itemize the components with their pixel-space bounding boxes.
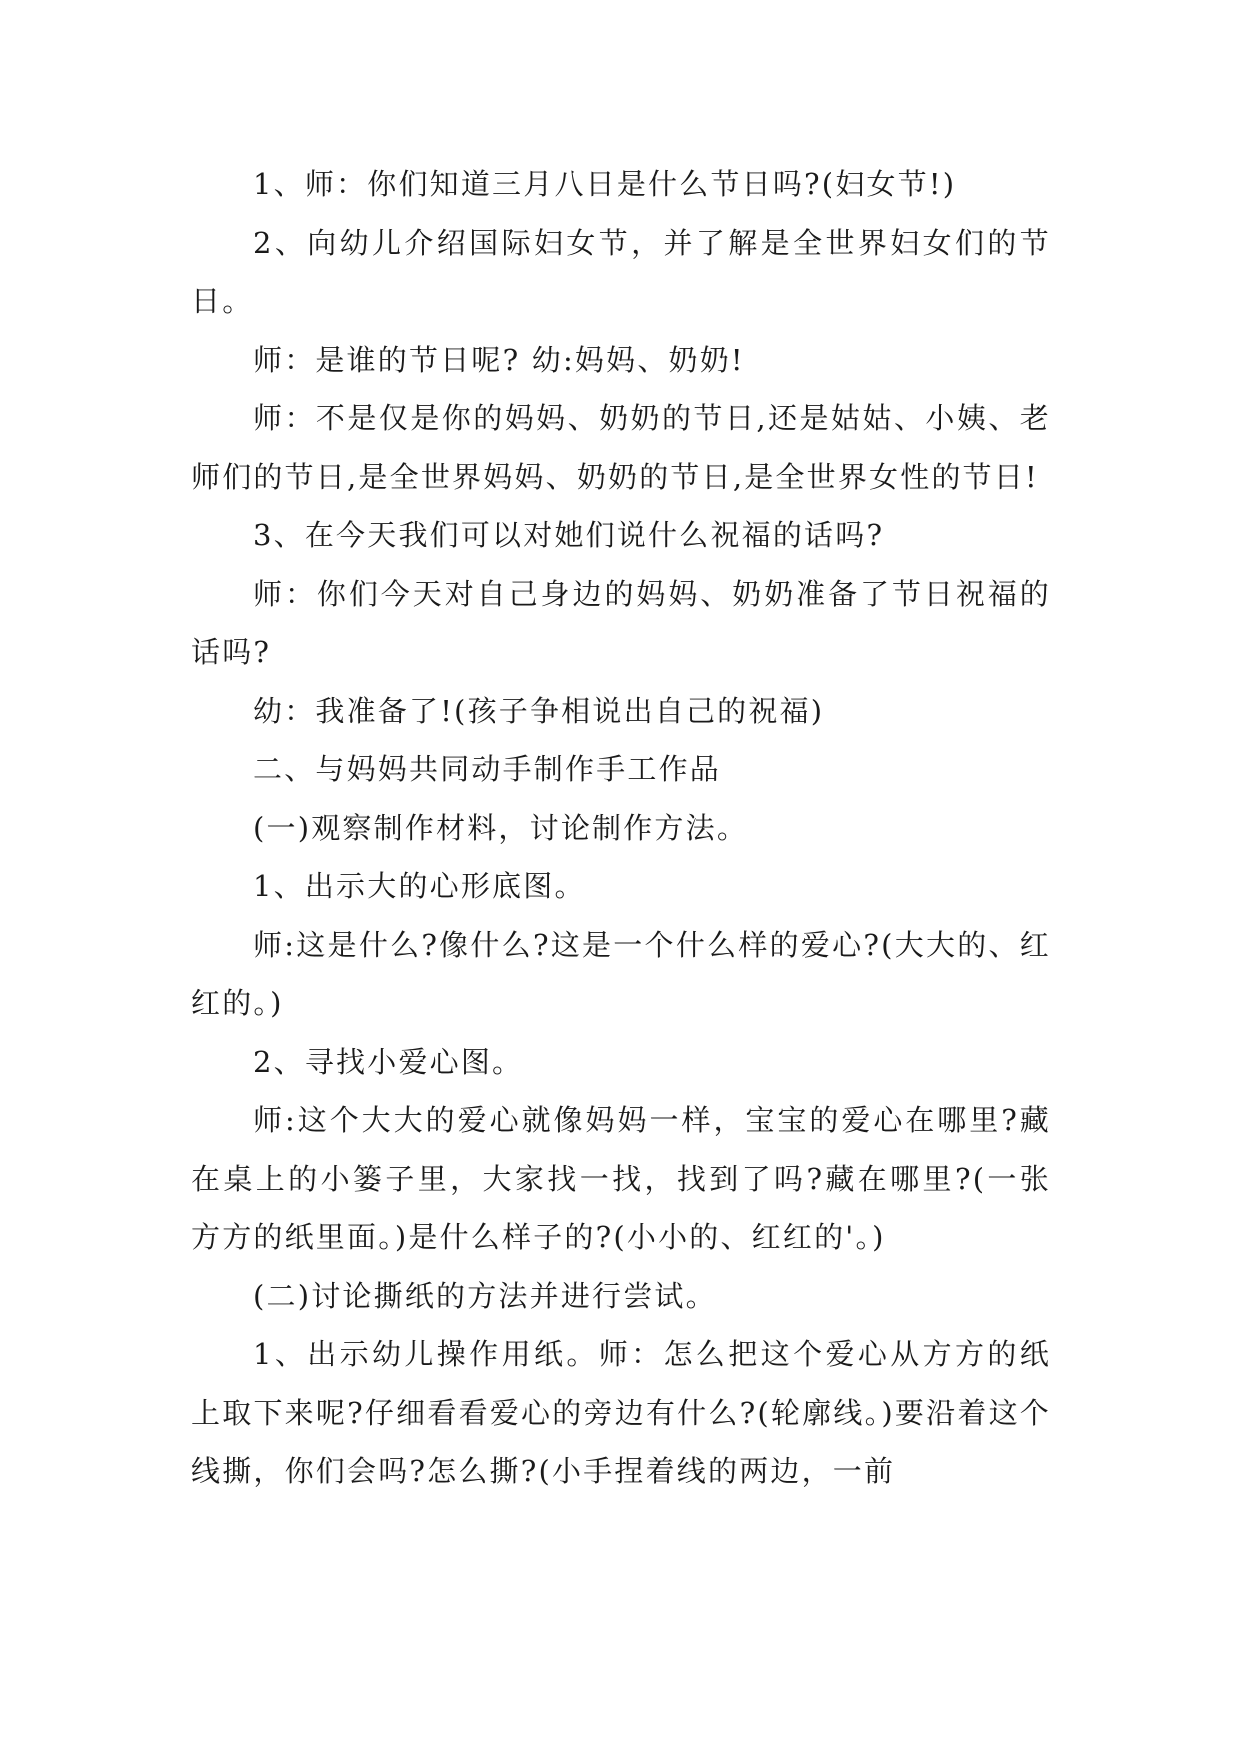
section-heading: 二、与妈妈共同动手制作手工作品 [253, 752, 722, 786]
paragraph-15: 1、出示幼儿操作用纸。师：怎么把这个爱心从方方的纸上取下来呢?仔细看看爱心的旁边有什么?(轮廓线。)要沿着这个线撕，你们会吗?怎么撕?(小手捏着线的两边，一前 [191, 1337, 1051, 1488]
paragraph-12: 2、寻找小爱心图。 [253, 1044, 524, 1079]
paragraph-13: 师:这个大大的爱心就像妈妈一样，宝宝的爱心在哪里?藏在桌上的小篓子里，大家找一找，找到了吗?藏在哪里?(一张方方的纸里面。)是什么样子的?(小小的、红红的'。) [191, 1103, 1051, 1254]
paragraph-3: 师：是谁的节日呢? 幼:妈妈、奶奶! [253, 342, 745, 377]
paragraph-5: 3、在今天我们可以对她们说什么祝福的话吗? [253, 518, 885, 552]
paragraph-2: 2、向幼儿介绍国际妇女节，并了解是全世界妇女们的节日。 [191, 225, 1051, 318]
document-body [191, 155, 1051, 1501]
subsection-heading-2: (二)讨论撕纸的方法并进行尝试。 [253, 1278, 717, 1313]
paragraph-1: 1、师：你们知道三月八日是什么节日吗?(妇女节!) [253, 167, 957, 201]
subsection-heading-1: (一)观察制作材料，讨论制作方法。 [253, 810, 749, 845]
paragraph-6: 师：你们今天对自己身边的妈妈、奶奶准备了节日祝福的话吗? [191, 576, 1051, 669]
paragraph-7: 幼：我准备了!(孩子争相说出自己的祝福) [253, 693, 825, 728]
paragraph-4: 师：不是仅是你的妈妈、奶奶的节日,还是姑姑、小姨、老师们的节日,是全世界妈妈、奶奶的节日,是全世界女性的节日! [191, 401, 1051, 494]
paragraph-11: 师:这是什么?像什么?这是一个什么样的爱心?(大大的、红红的。) [191, 927, 1051, 1020]
paragraph-10: 1、出示大的心形底图。 [253, 869, 586, 903]
